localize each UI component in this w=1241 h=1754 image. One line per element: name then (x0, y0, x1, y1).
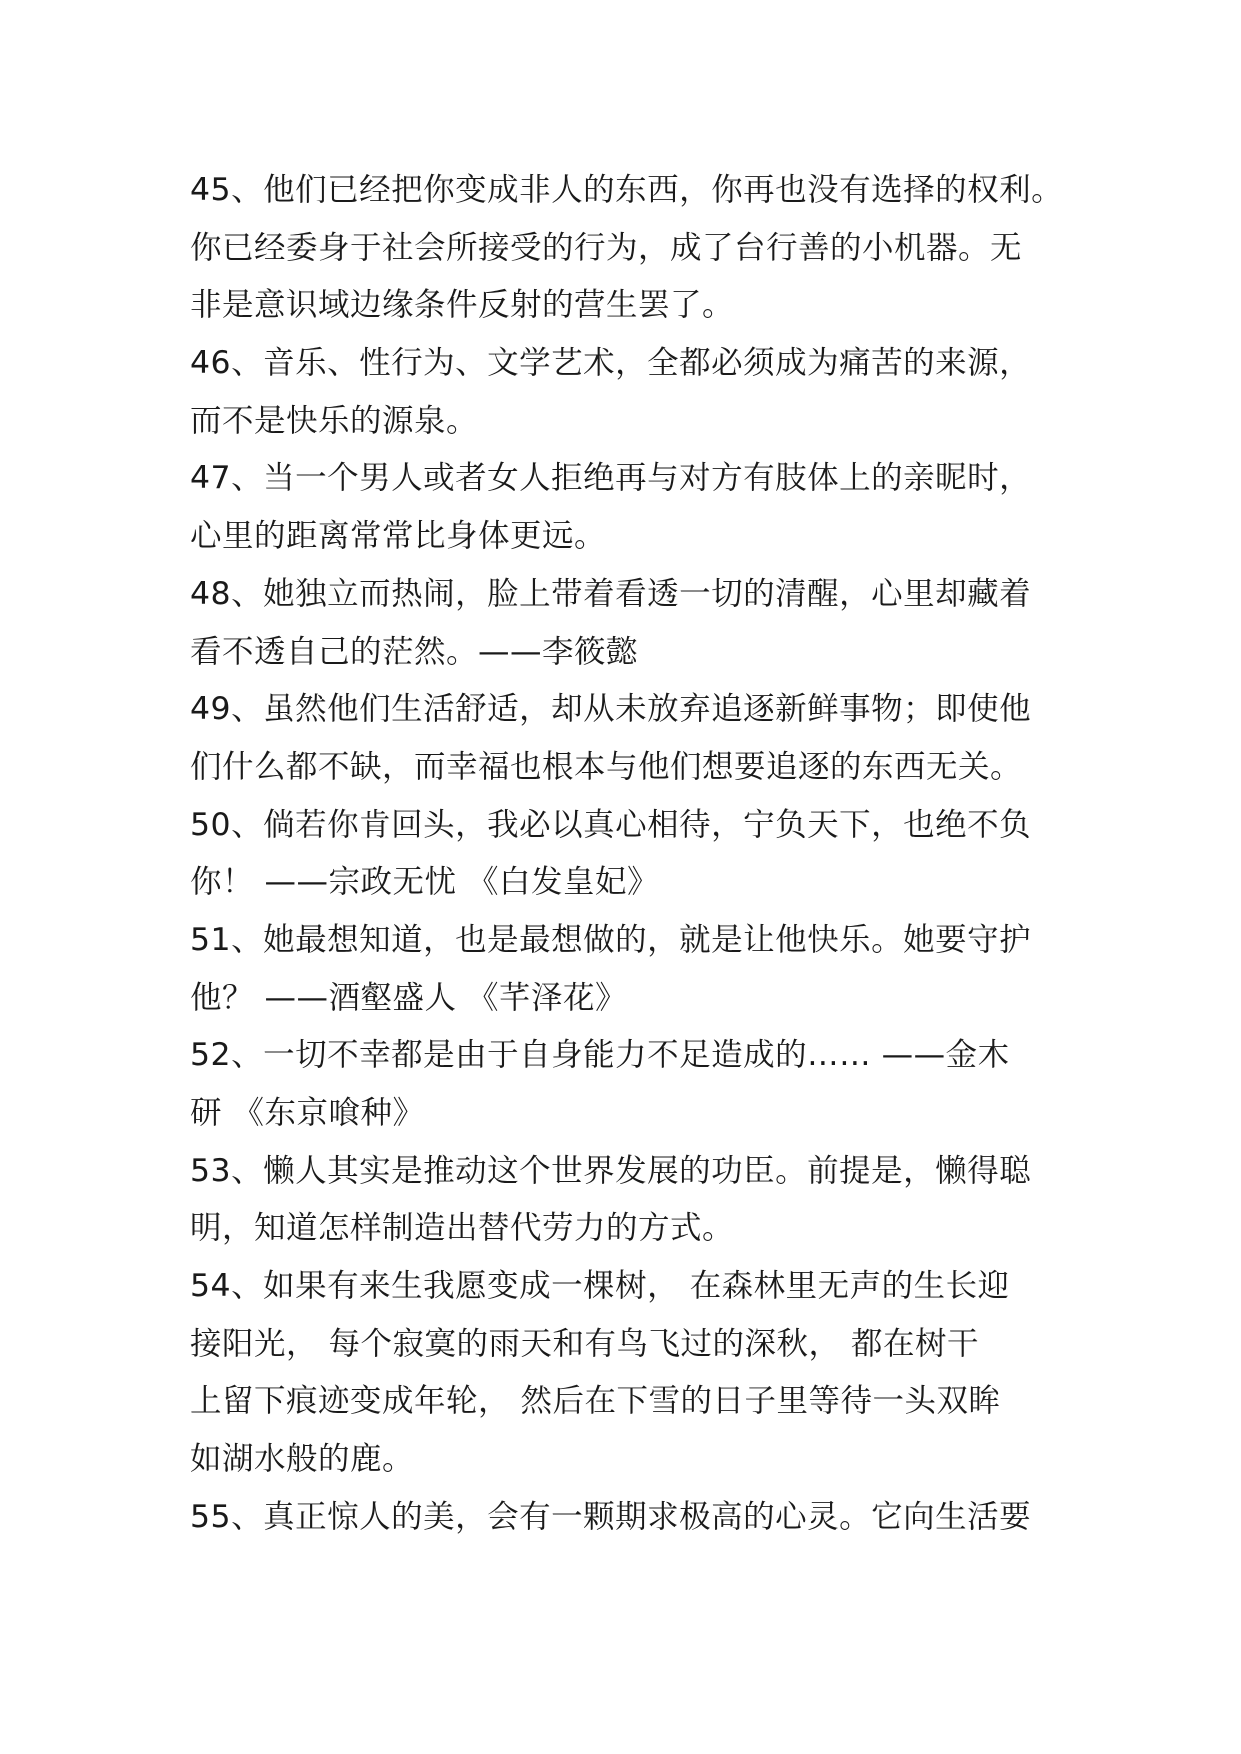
text-line: 你！ ——宗政无忧 《白发皇妃》 (190, 864, 660, 901)
text-line: 非是意识域边缘条件反射的营生罢了。 (190, 287, 735, 324)
text-line: 研 《东京喰种》 (190, 1095, 425, 1131)
text-line: 52、一切不幸都是由于自身能力不足造成的…… ——金木 (190, 1037, 1010, 1074)
document-body (190, 162, 1070, 1547)
text-line: 55、真正惊人的美，会有一颗期求极高的心灵。它向生活要 (190, 1498, 1032, 1535)
text-line: 他？ ——酒壑盛人 《芊泽花》 (190, 979, 628, 1016)
text-line: 接阳光， 每个寂寞的雨天和有鸟飞过的深秋， 都在树干 (190, 1325, 980, 1362)
text-line: 看不透自己的茫然。——李筱懿 (190, 633, 639, 670)
text-line: 如湖水般的鹿。 (190, 1441, 415, 1478)
text-line: 46、音乐、性行为、文学艺术，全都必须成为痛苦的来源， (190, 345, 1032, 382)
text-line: 53、懒人其实是推动这个世界发展的功臣。前提是，懒得聪 (190, 1152, 1032, 1189)
text-line: 50、倘若你肯回头，我必以真心相待，宁负天下，也绝不负 (190, 806, 1032, 843)
text-line: 而不是快乐的源泉。 (190, 402, 479, 439)
text-line: 47、当一个男人或者女人拒绝再与对方有肢体上的亲昵时， (190, 460, 1032, 497)
text-line: 48、她独立而热闹，脸上带着看透一切的清醒，心里却藏着 (190, 575, 1032, 612)
text-line: 51、她最想知道，也是最想做的，就是让他快乐。她要守护 (190, 921, 1032, 958)
text-line: 49、虽然他们生活舒适，却从未放弃追逐新鲜事物；即使他 (190, 691, 1032, 728)
text-line: 你已经委身于社会所接受的行为，成了台行善的小机器。无 (190, 229, 1023, 266)
text-line: 上留下痕迹变成年轮， 然后在下雪的日子里等待一头双眸 (190, 1383, 1001, 1420)
text-line: 45、他们已经把你变成非人的东西，你再也没有选择的权利。 (190, 172, 1064, 208)
text-line: 心里的距离常常比身体更远。 (190, 518, 607, 555)
text-line: 54、如果有来生我愿变成一棵树， 在森林里无声的生长迎 (190, 1268, 1010, 1305)
text-line: 明，知道怎样制造出替代劳力的方式。 (190, 1210, 735, 1247)
text-line: 们什么都不缺，而幸福也根本与他们想要追逐的东西无关。 (190, 748, 1023, 785)
